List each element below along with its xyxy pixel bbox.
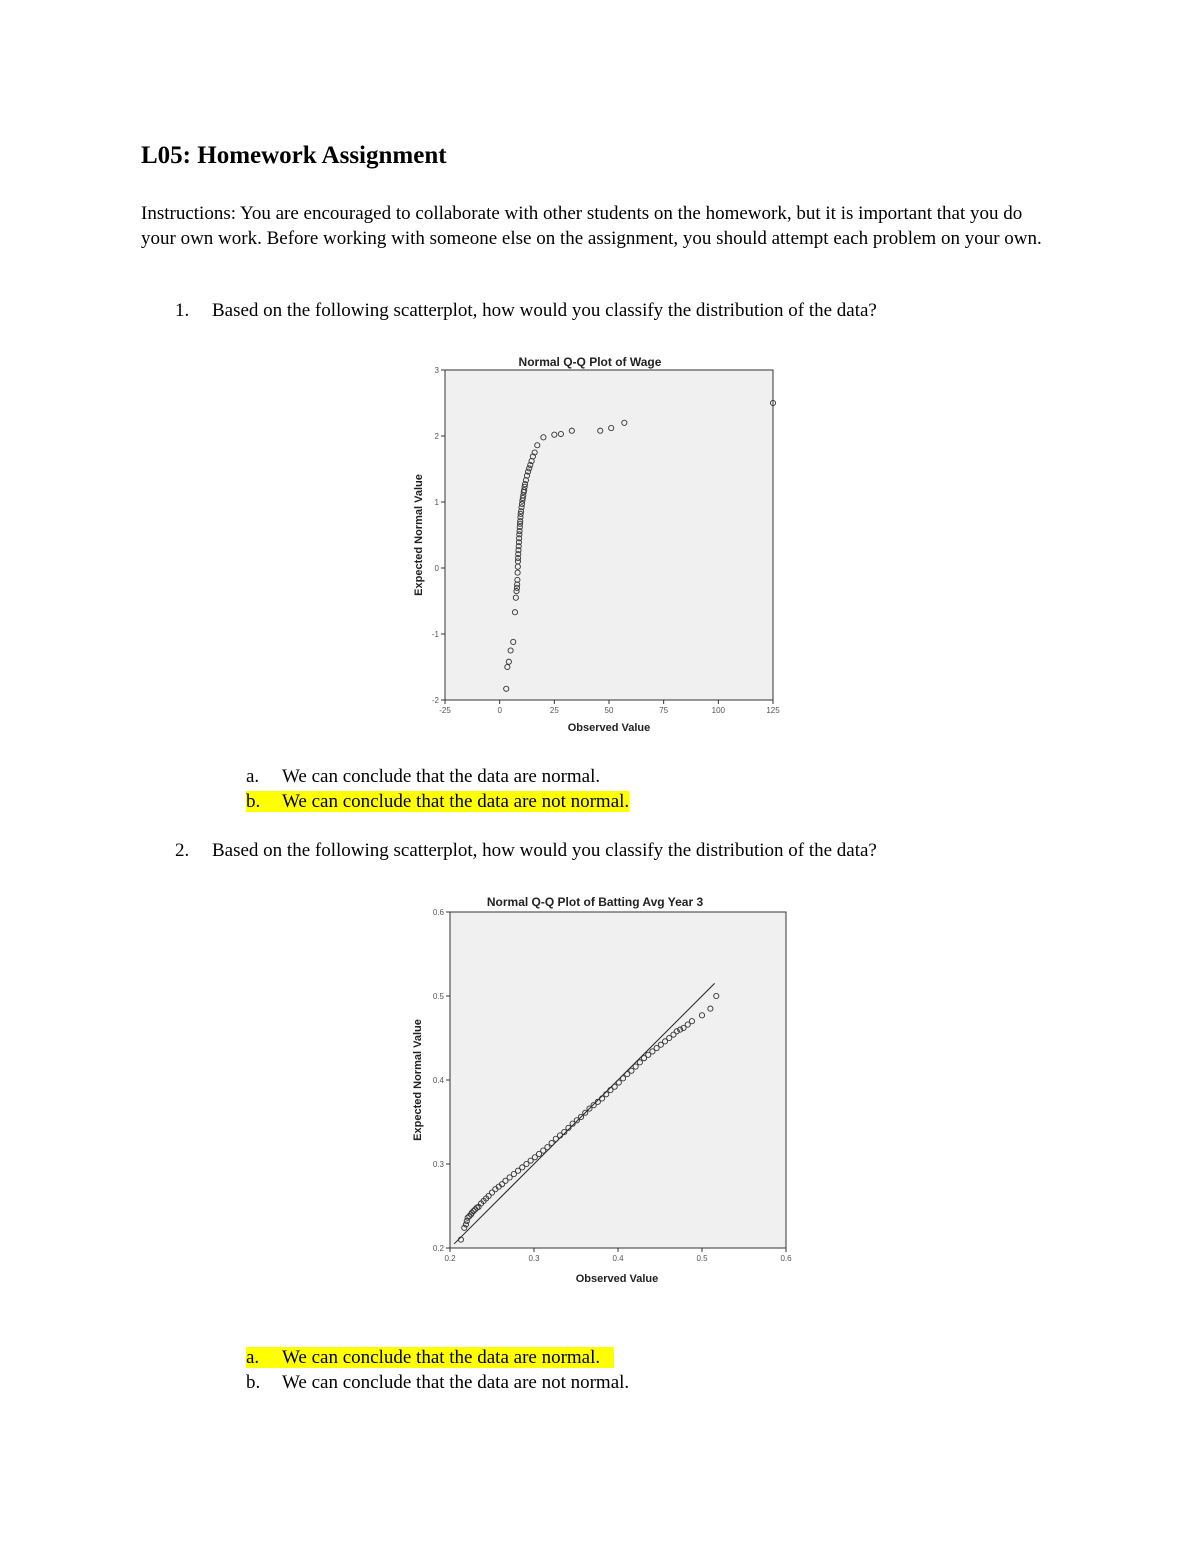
qq-plot-batting-avg bbox=[405, 890, 800, 1290]
chart-1-title: Normal Q-Q Plot of Wage bbox=[518, 355, 662, 369]
option-text: We can conclude that the data are normal. bbox=[282, 1347, 601, 1368]
question-2-text: Based on the following scatterplot, how would you classify the distribution of the data? bbox=[212, 840, 877, 861]
x-tick-label: 50 bbox=[604, 706, 614, 715]
y-tick-label: -1 bbox=[431, 630, 439, 639]
y-tick-label: 1 bbox=[434, 498, 439, 507]
y-tick-label: 0.5 bbox=[432, 992, 444, 1001]
chart-2-ylabel: Expected Normal Value bbox=[412, 1019, 424, 1141]
x-tick-label: 75 bbox=[659, 706, 669, 715]
x-tick-label: 0.6 bbox=[780, 1254, 792, 1263]
option-letter: a. bbox=[246, 1347, 260, 1368]
x-tick-label: 0.2 bbox=[444, 1254, 456, 1263]
x-tick-label: 125 bbox=[766, 706, 780, 715]
y-tick-label: 0.6 bbox=[432, 908, 444, 917]
question-2-option-b bbox=[246, 1371, 629, 1395]
instructions-paragraph: Instructions: You are encouraged to collaborate with other students on the homework, but it is important that you do your own work. Before working with someone else on the assignment, you should attempt each problem on your own. bbox=[141, 203, 1042, 249]
x-tick-label: 25 bbox=[549, 706, 559, 715]
question-1-text: Based on the following scatterplot, how would you classify the distribution of the data? bbox=[212, 300, 877, 321]
option-letter: b. bbox=[246, 791, 261, 812]
y-tick-label: 0.4 bbox=[432, 1076, 444, 1085]
question-1-option-b bbox=[246, 790, 629, 814]
question-1 bbox=[175, 300, 1075, 326]
chart-1-ylabel: Expected Normal Value bbox=[413, 474, 425, 596]
chart-2-xlabel: Observed Value bbox=[575, 1273, 659, 1285]
question-1-option-a bbox=[246, 765, 600, 789]
x-tick-label: 0.4 bbox=[612, 1254, 624, 1263]
chart-1-plot-area bbox=[445, 370, 773, 700]
chart-2-title: Normal Q-Q Plot of Batting Avg Year 3 bbox=[486, 895, 704, 909]
x-tick-label: -25 bbox=[439, 706, 451, 715]
x-tick-label: 100 bbox=[711, 706, 726, 715]
chart-1-xlabel: Observed Value bbox=[567, 722, 651, 734]
option-text: We can conclude that the data are normal. bbox=[282, 766, 601, 787]
question-2-option-a bbox=[246, 1346, 614, 1370]
x-tick-label: 0.3 bbox=[528, 1254, 540, 1263]
y-tick-label: 0 bbox=[434, 564, 439, 573]
y-tick-label: 3 bbox=[434, 366, 439, 375]
question-2 bbox=[175, 840, 1075, 866]
y-tick-label: 0.3 bbox=[432, 1160, 444, 1169]
y-tick-label: -2 bbox=[431, 696, 439, 705]
question-2-number: 2. bbox=[175, 840, 190, 861]
y-tick-label: 2 bbox=[434, 432, 439, 441]
x-tick-label: 0 bbox=[497, 706, 502, 715]
option-text: We can conclude that the data are not normal. bbox=[282, 791, 630, 812]
option-text: We can conclude that the data are not normal. bbox=[282, 1372, 630, 1393]
y-tick-label: 0.2 bbox=[432, 1244, 444, 1253]
option-letter: a. bbox=[246, 766, 260, 787]
x-tick-label: 0.5 bbox=[696, 1254, 708, 1263]
question-1-number: 1. bbox=[175, 300, 190, 321]
document-title: L05: Homework Assignment bbox=[141, 142, 447, 169]
option-letter: b. bbox=[246, 1372, 261, 1393]
qq-plot-wage bbox=[405, 350, 790, 740]
